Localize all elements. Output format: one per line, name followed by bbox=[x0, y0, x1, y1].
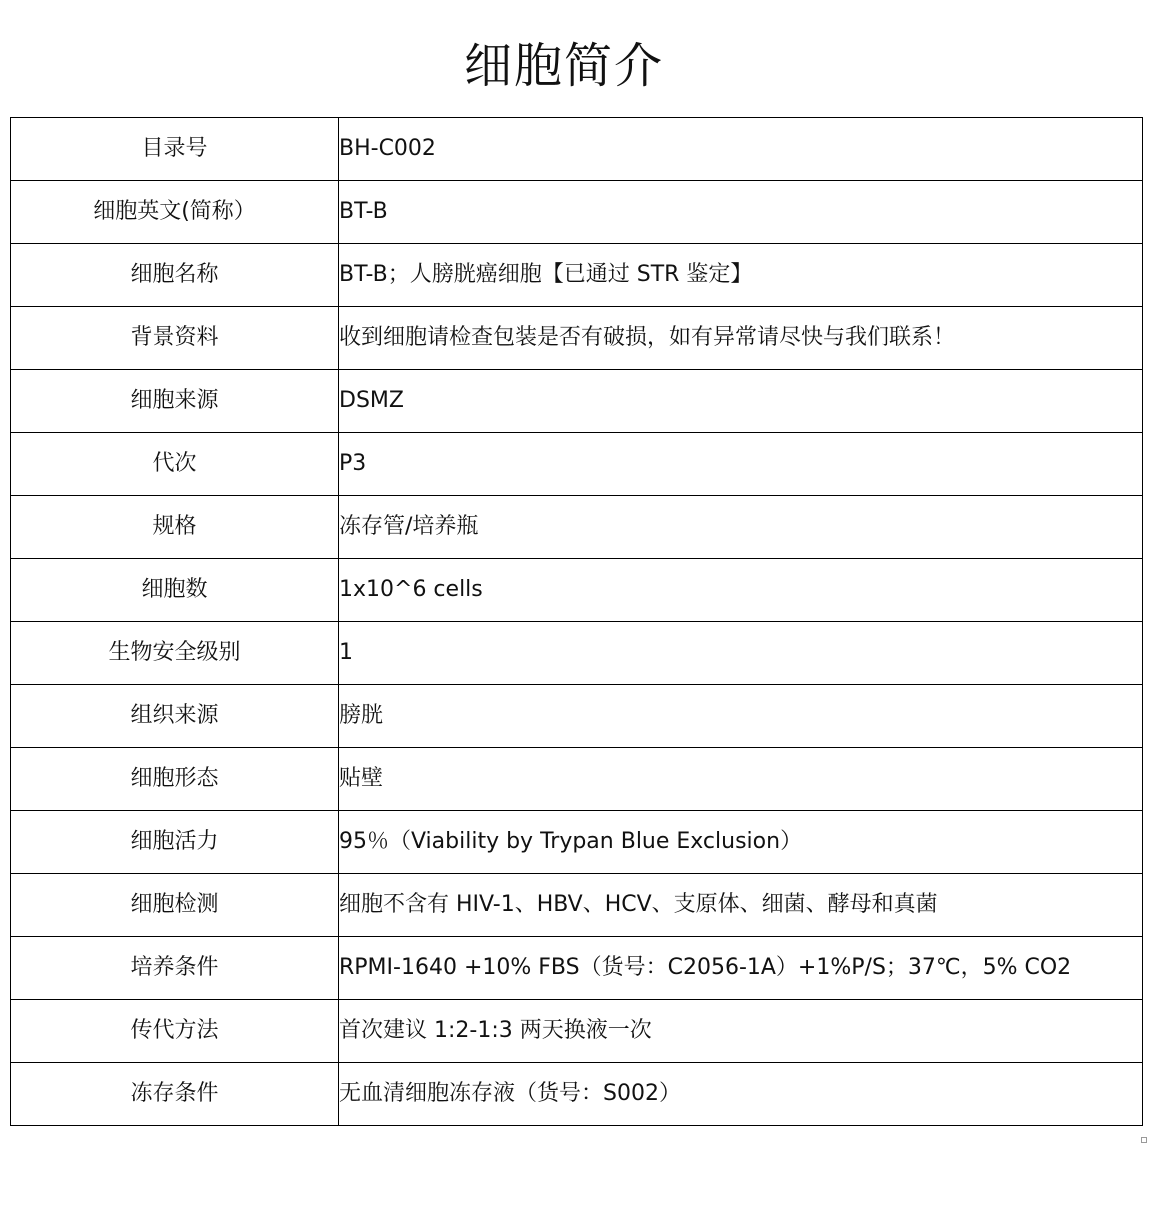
row-label: 背景资料 bbox=[11, 307, 339, 370]
row-label: 传代方法 bbox=[11, 1000, 339, 1063]
row-value: 无血清细胞冻存液（货号：S002） bbox=[339, 1063, 1143, 1126]
table-row bbox=[11, 181, 1143, 244]
row-value: 冻存管/培养瓶 bbox=[339, 496, 1143, 559]
row-label: 生物安全级别 bbox=[11, 622, 339, 685]
row-value: 1x10^6 cells bbox=[339, 559, 1143, 622]
row-value: BT-B；人膀胱癌细胞【已通过 STR 鉴定】 bbox=[339, 244, 1143, 307]
row-label: 细胞检测 bbox=[11, 874, 339, 937]
row-label: 培养条件 bbox=[11, 937, 339, 1000]
row-value: RPMI-1640 +10% FBS（货号：C2056-1A）+1%P/S；37℃，5% CO2 bbox=[339, 937, 1143, 1000]
table-row bbox=[11, 937, 1143, 1000]
row-value: 膀胱 bbox=[339, 685, 1143, 748]
row-value: 收到细胞请检查包装是否有破损，如有异常请尽快与我们联系！ bbox=[339, 307, 1143, 370]
row-value: BT-B bbox=[339, 181, 1143, 244]
table-row bbox=[11, 874, 1143, 937]
row-label: 细胞形态 bbox=[11, 748, 339, 811]
row-value: 细胞不含有 HIV-1、HBV、HCV、支原体、细菌、酵母和真菌 bbox=[339, 874, 1143, 937]
row-label: 细胞来源 bbox=[11, 370, 339, 433]
row-label: 目录号 bbox=[11, 118, 339, 181]
table-row bbox=[11, 685, 1143, 748]
table-row bbox=[11, 433, 1143, 496]
row-value: 首次建议 1:2-1:3 两天换液一次 bbox=[339, 1000, 1143, 1063]
row-label: 组织来源 bbox=[11, 685, 339, 748]
row-value: 贴壁 bbox=[339, 748, 1143, 811]
cell-info-table bbox=[10, 117, 1143, 1126]
table-row bbox=[11, 559, 1143, 622]
row-value: BH-C002 bbox=[339, 118, 1143, 181]
row-label: 细胞英文(简称） bbox=[11, 181, 339, 244]
row-label: 细胞数 bbox=[11, 559, 339, 622]
table-row bbox=[11, 244, 1143, 307]
table-row bbox=[11, 496, 1143, 559]
row-label: 冻存条件 bbox=[11, 1063, 339, 1126]
table-row bbox=[11, 622, 1143, 685]
row-label: 代次 bbox=[11, 433, 339, 496]
row-label: 细胞名称 bbox=[11, 244, 339, 307]
table-row bbox=[11, 1063, 1143, 1126]
table-row bbox=[11, 118, 1143, 181]
row-label: 细胞活力 bbox=[11, 811, 339, 874]
row-value: DSMZ bbox=[339, 370, 1143, 433]
table-resize-handle[interactable] bbox=[1141, 1137, 1147, 1143]
row-value: 95％（Viability by Trypan Blue Exclusion） bbox=[339, 811, 1143, 874]
row-value: 1 bbox=[339, 622, 1143, 685]
page-title: 细胞简介 bbox=[463, 38, 664, 95]
table-row bbox=[11, 811, 1143, 874]
row-value: P3 bbox=[339, 433, 1143, 496]
table-row bbox=[11, 748, 1143, 811]
row-label: 规格 bbox=[11, 496, 339, 559]
table-row bbox=[11, 370, 1143, 433]
table-row bbox=[11, 1000, 1143, 1063]
table-row bbox=[11, 307, 1143, 370]
